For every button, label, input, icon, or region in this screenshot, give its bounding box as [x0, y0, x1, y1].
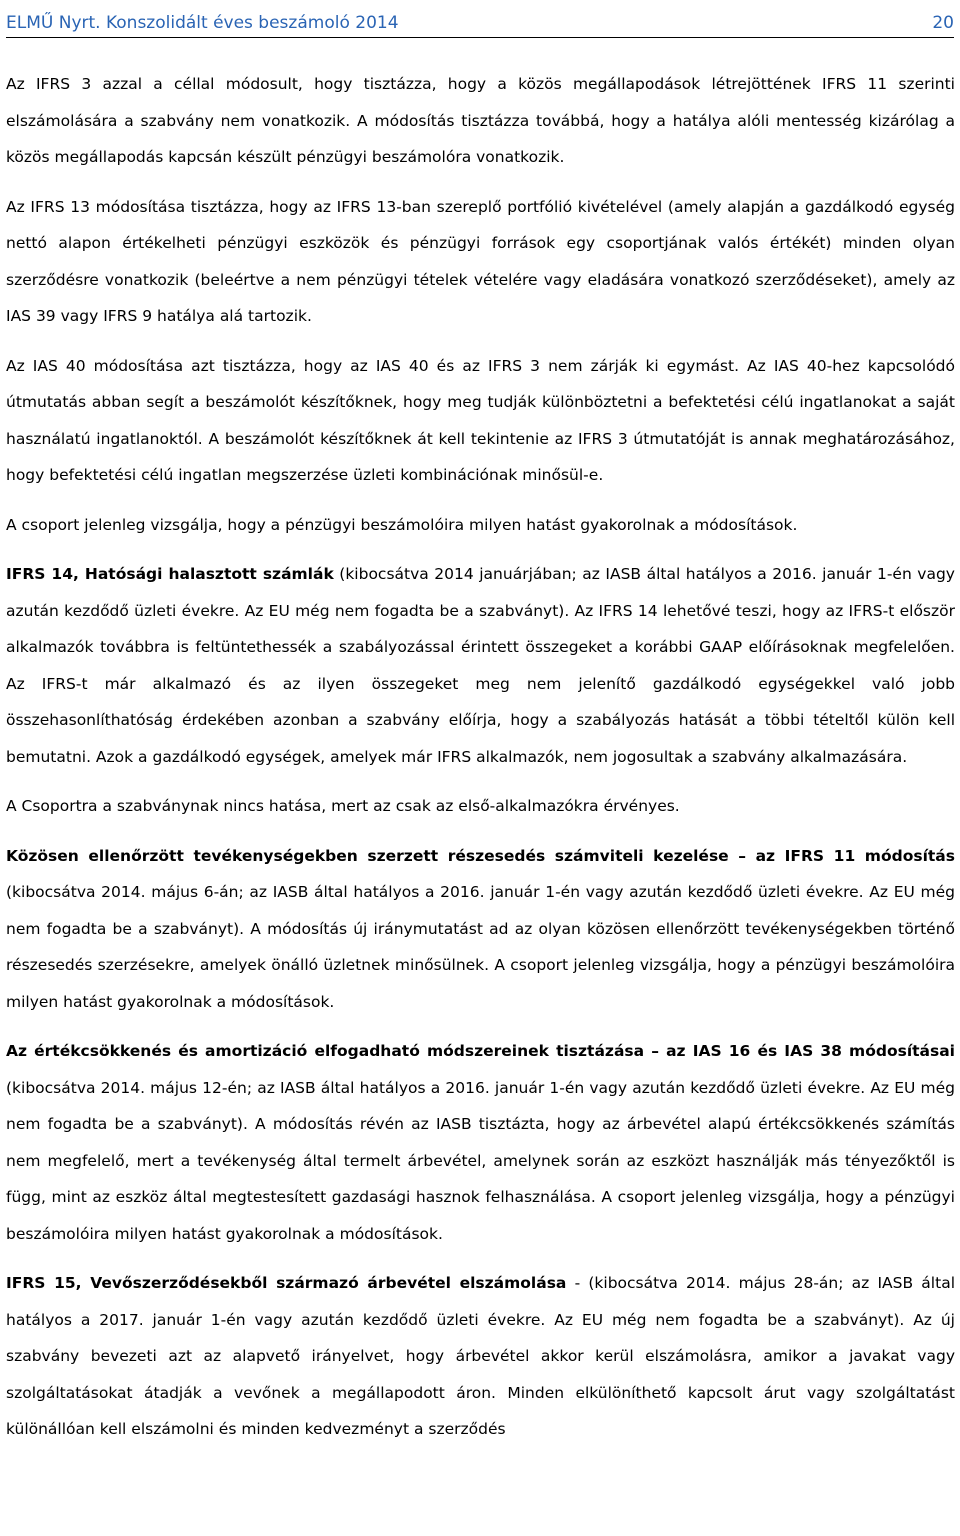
ifrs14-heading: IFRS 14, Hatósági halasztott számlák — [6, 565, 334, 583]
document-body — [6, 66, 955, 1448]
paragraph-ifrs13: Az IFRS 13 módosítása tisztázza, hogy az IFRS 13-ban szereplő portfólió kivételével (amely alapján a gazdálkodó egység nettó alapon értékelheti pénzügyi eszközök és pénzügyi források egy csoportjának valós értékét) minden olyan szerződésre vonatkozik (beleértve a nem pénzügyi tételek vételére vagy eladására vonatkozó szerződéseket), amely az IAS 39 vagy IFRS 9 hatálya alá tartozik. — [6, 197, 955, 325]
paragraph-ifrs15 — [6, 1265, 955, 1448]
ifrs11-text: (kibocsátva 2014. május 6-án; az IASB által hatályos a 2016. január 1-én vagy azután kezdődő üzleti évekre. Az EU még nem fogadta be a szabványt). A módosítás új iránymutatást ad az olyan közösen ellenőrzött tevékenységekben történő részesedés szerzésekre, amelyek önálló üzletnek minősülnek. A csoport jelenleg vizsgálja, hogy a pénzügyi beszámolóira milyen hatást gyakorolnak a módosítások. — [6, 883, 955, 1011]
paragraph-ifrs3: Az IFRS 3 azzal a céllal módosult, hogy tisztázza, hogy a közös megállapodások létrejöttének IFRS 11 szerinti elszámolására a szabvány nem vonatkozik. A módosítás tisztázza továbbá, hogy a hatálya alóli mentesség kizárólag a közös megállapodás kapcsán készült pénzügyi beszámolóra vonatkozik. — [6, 75, 955, 166]
page-number: 20 — [932, 13, 954, 33]
document-title: ELMŰ Nyrt. Konszolidált éves beszámoló 2014 — [6, 13, 399, 33]
paragraph-group-review: A csoport jelenleg vizsgálja, hogy a pénzügyi beszámolóira milyen hatást gyakorolnak a módosítások. — [6, 515, 798, 534]
paragraph-ias40: Az IAS 40 módosítása azt tisztázza, hogy az IAS 40 és az IFRS 3 nem zárják ki egymást. Az IAS 40-hez kapcsolódó útmutatás abban segít a beszámolót készítőknek, hogy meg tudják különböztetni a befektetési célú ingatlanokat a saját használatú ingatlanoktól. A beszámolót készítőknek át kell tekintenie az IFRS 3 útmutatóját is annak meghatározásához, hogy befektetési célú ingatlan megszerzése üzleti kombinációnak minősül-e. — [6, 356, 955, 484]
ifrs15-text: - (kibocsátva 2014. május 28-án; az IASB által hatályos a 2017. január 1-én vagy azután kezdődő üzleti évekre. Az EU még nem fogadta be a szabványt). Az új szabvány bevezeti azt az alapvető irányelvet, hogy árbevétel akkor kerül elszámolásra, amikor a javakat vagy szolgáltatásokat átadják a vevőnek a megállapodott áron. Minden elkülöníthető kapcsolt árut vagy szolgáltatást különállóan kell elszámolni és minden kedvezményt a szerződés — [6, 1274, 955, 1438]
paragraph-ifrs14-impact: A Csoportra a szabványnak nincs hatása, mert az csak az első-alkalmazókra érvényes. — [6, 797, 680, 815]
ifrs11-heading: Közösen ellenőrzött tevékenységekben szerzett részesedés számviteli kezelése – az IFRS 11 módosítás — [6, 846, 955, 865]
paragraph-ifrs11 — [6, 838, 955, 1021]
ifrs14-text: (kibocsátva 2014 januárjában; az IASB által hatályos a 2016. január 1-én vagy azután kezdődő üzleti évekre. Az EU még nem fogadta be a szabványt). Az IFRS 14 lehetővé teszi, hogy az IFRS-t először alkalmazók továbbra is feltüntethessék a szabályozással érintett összegeket a korábbi GAAP előírásoknak megfelelően. Az IFRS-t már alkalmazó és az ilyen összegeket meg nem jelenítő gazdálkodó egységekkel való jobb összehasonlíthatóság érdekében azonban a szabvány előírja, hogy a szabályozás hatását a többi tételtől külön kell bemutatni. Azok a gazdálkodó egységek, amelyek már IFRS alkalmazók, nem jogosultak a szabvány alkalmazására. — [6, 565, 955, 766]
ias16-ias38-heading: Az értékcsökkenés és amortizáció elfogadható módszereinek tisztázása – az IAS 16 és IAS 38 módosításai — [6, 1042, 955, 1060]
paragraph-ias16-ias38 — [6, 1033, 955, 1252]
ias16-ias38-text: (kibocsátva 2014. május 12-én; az IASB által hatályos a 2016. január 1-én vagy azután kezdődő üzleti évekre. Az EU még nem fogadta be a szabványt). A módosítás révén az IASB tisztázta, hogy az árbevétel alapú értékcsökkenés számítás nem megfelelő, mert a tevékenység által termelt árbevétel, amelynek során az eszközt használják más tényezőktől is függ, mint az eszköz által megtestesített gazdasági hasznok felhasználása. A csoport jelenleg vizsgálja, hogy a pénzügyi beszámolóira milyen hatást gyakorolnak a módosítások. — [6, 1078, 955, 1243]
page-header — [6, 0, 954, 38]
paragraph-ifrs14 — [6, 556, 955, 775]
ifrs15-heading: IFRS 15, Vevőszerződésekből származó árbevétel elszámolása — [6, 1274, 567, 1292]
